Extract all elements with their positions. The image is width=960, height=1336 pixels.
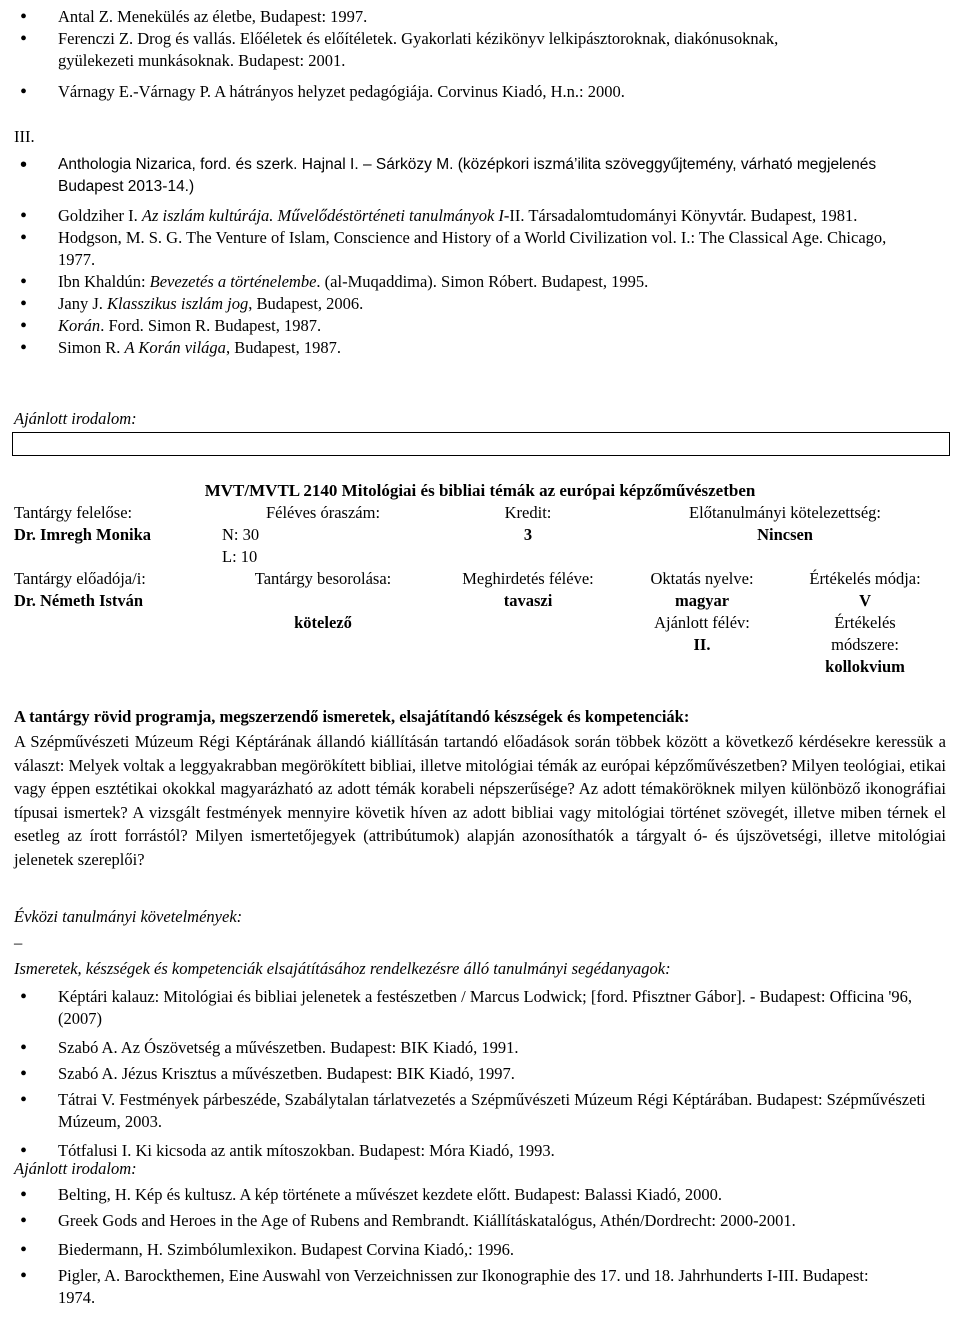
credit-label: Kredit: [504, 503, 552, 522]
reference-item [0, 271, 960, 293]
ref-title: Korán [58, 316, 101, 335]
ref-publisher: . (al-Muqaddima). Simon Róbert. Budapest, 1995. [316, 272, 649, 291]
material-item: • Képtári kalauz: Mitológiai és bibliai jelenetek a festészetben / Marcus Lodwick; [ford. Pfisztner Gábor]. - Budapest: Officina '96, (2007) [0, 986, 960, 1030]
ref-author: Goldziher I. [58, 206, 142, 225]
ref-publisher: . Ford. Simon R. Budapest, 1987. [100, 316, 322, 335]
reference-item [0, 205, 960, 227]
reference-item: • Antal Z. Menekülés az életbe, Budapest: 1997. [0, 6, 960, 28]
recommended-item: • Biedermann, H. Szimbólumlexikon. Budapest Corvina Kiadó,: 1996. [0, 1239, 960, 1261]
reference-item: • Anthologia Nizarica, ford. és szerk. Hajnal I. ‒ Sárközy M. (középkori iszmá’ilita szöveggyűjtemény, várható megjelenés Budapest 2013-14.) [0, 154, 960, 198]
language-label: Oktatás nyelve: [650, 569, 754, 588]
materials-heading: Ismeretek, készségek és kompetenciák elsajátításához rendelkezésre álló tanulmányi segédanyagok: [14, 959, 671, 978]
material-item: • Szabó A. Jézus Krisztus a művészetben. Budapest: BIK Kiadó, 1997. [0, 1063, 960, 1085]
credit-value: 3 [523, 525, 533, 544]
eval-label: Értékelés módja: [809, 569, 921, 588]
reference-item [0, 315, 960, 337]
language-value: magyar [674, 591, 730, 610]
reference-item [0, 337, 960, 359]
reference-item: • Várnagy E.-Várnagy P. A hátrányos helyzet pedagógiája. Corvinus Kiadó, H.n.: 2000. [0, 81, 960, 103]
midterm-heading: Évközi tanulmányi követelmények: [14, 907, 243, 926]
ref-title: Bevezetés a történelembe [149, 272, 317, 291]
lecturer-value: Dr. Németh István [14, 591, 144, 610]
materials-list [0, 986, 960, 1162]
material-item: • Tótfalusi I. Ki kicsoda az antik mítoszokban. Budapest: Móra Kiadó, 1993. [0, 1140, 960, 1162]
material-item: • Tátrai V. Festmények párbeszéde, Szabálytalan tárlatvezetés a Szépművészeti Múzeum Régi Képtárában. Budapest: Szépművészeti Múzeum, 2003. [0, 1089, 960, 1133]
reference-item: • Ferenczi Z. Drog és vallás. Előéletek és előítéletek. Gyakorlati kézikönyv lelkipásztoroknak, diakónusoknak, gyülekezeti munkásoknak. Budapest: 2001. [0, 28, 960, 72]
rec-semester-value: II. [693, 635, 711, 654]
semester-value: tavaszi [503, 591, 553, 610]
responsible-value: Dr. Imregh Monika [14, 525, 152, 544]
recommended-item: • Greek Gods and Heroes in the Age of Rubens and Rembrandt. Kiállításkatalógus, Athén/Dordrecht: 2000-2001. [0, 1210, 960, 1232]
ref-publisher: II. Társadalomtudományi Könyvtár. Budapest, 1981. [509, 206, 858, 225]
recommended-item: • Pigler, A. Barockthemen, Eine Auswahl von Verzeichnissen zur Ikonographie des 17. und 18. Jahrhunderts I-III. Budapest: 1974. [0, 1265, 960, 1309]
eval-value: V [859, 591, 871, 610]
category-label: Tantárgy besorolása: [254, 569, 392, 588]
eval-method-label-1: Értékelés [834, 613, 896, 632]
empty-box [12, 432, 950, 456]
reference-item: • Hodgson, M. S. G. The Venture of Islam, Conscience and History of a World Civilization vol. I.: The Classical Age. Chicago, 1977. [0, 227, 960, 271]
section-heading-iii: III. [14, 127, 35, 146]
program-text: A Szépművészeti Múzeum Régi Képtárának állandó kiállításán tartandó előadások során többek között a következő kérdésekre keressük a választ: Melyek voltak a leggyakrabban megörökített bibliai, illetve mitológiai témák az európai képzőművészetben? Milyen teológiai, etikai vagy éppen esztétikai okokkal magyarázható az adott témák korabeli népszerűsége? Az adott témaköröknek milyen különböző ikonográfiai típusai ismertek? A vizsgált festmények mennyire követik híven az adott bibliai vagy mitológiai történet szövegét, illetve miben térnek el esetleg az írott forrástól? Milyen ismertetőjegyek (attribútumok) alapján azonosíthatók a tárgyalt ó- és újszövetségi, illetve mitológiai jelenetek szereplői? [14, 732, 946, 869]
prereq-label: Előtanulmányi kötelezettség: [689, 503, 882, 522]
midterm-value: – [14, 933, 23, 952]
lecturer-label: Tantárgy előadója/i: [14, 569, 146, 588]
ref-title: Klasszikus iszlám jog [107, 294, 249, 313]
ref-publisher: , Budapest, 2006. [248, 294, 364, 313]
top-reference-list [0, 6, 960, 103]
ref-title: Az iszlám kultúrája. Művelődéstörténeti tanulmányok I- [141, 206, 510, 225]
ref-author: Ibn Khaldún: [58, 272, 150, 291]
material-item: • Szabó A. Az Ószövetség a művészetben. Budapest: BIK Kiadó, 1991. [0, 1037, 960, 1059]
hours-l: L: 10 [222, 547, 258, 566]
rec-semester-label: Ajánlott félév: [654, 613, 750, 632]
ref-publisher: , Budapest, 1987. [225, 338, 341, 357]
recommended-heading: Ajánlott irodalom: [14, 1159, 137, 1178]
reference-item [0, 293, 960, 315]
ref-author: Simon R. [58, 338, 125, 357]
category-value: kötelező [294, 613, 352, 632]
ref-title: A Korán világa [124, 338, 226, 357]
semester-label: Meghirdetés féléve: [462, 569, 594, 588]
recommended-heading-top: Ajánlott irodalom: [14, 409, 137, 428]
prereq-value: Nincsen [757, 525, 813, 544]
course-title: MVT/MVTL 2140 Mitológiai és bibliai témák az európai képzőművészetben [204, 481, 756, 500]
section-iii-reference-list [0, 154, 960, 359]
eval-method-label-2: módszere: [831, 635, 899, 654]
hours-n: N: 30 [222, 525, 260, 544]
course-info-table [12, 480, 948, 678]
ref-author: Jany J. [58, 294, 108, 313]
hours-label: Féléves óraszám: [265, 503, 381, 522]
recommended-list [0, 1184, 960, 1309]
eval-method-value: kollokvium [825, 657, 905, 676]
program-heading: A tantárgy rövid programja, megszerzendő ismeretek, elsajátítandó készségek és kompetenciák: [14, 707, 690, 726]
responsible-label: Tantárgy felelőse: [14, 503, 133, 522]
recommended-item: • Belting, H. Kép és kultusz. A kép története a művészet kezdete előtt. Budapest: Balassi Kiadó, 2000. [0, 1184, 960, 1206]
